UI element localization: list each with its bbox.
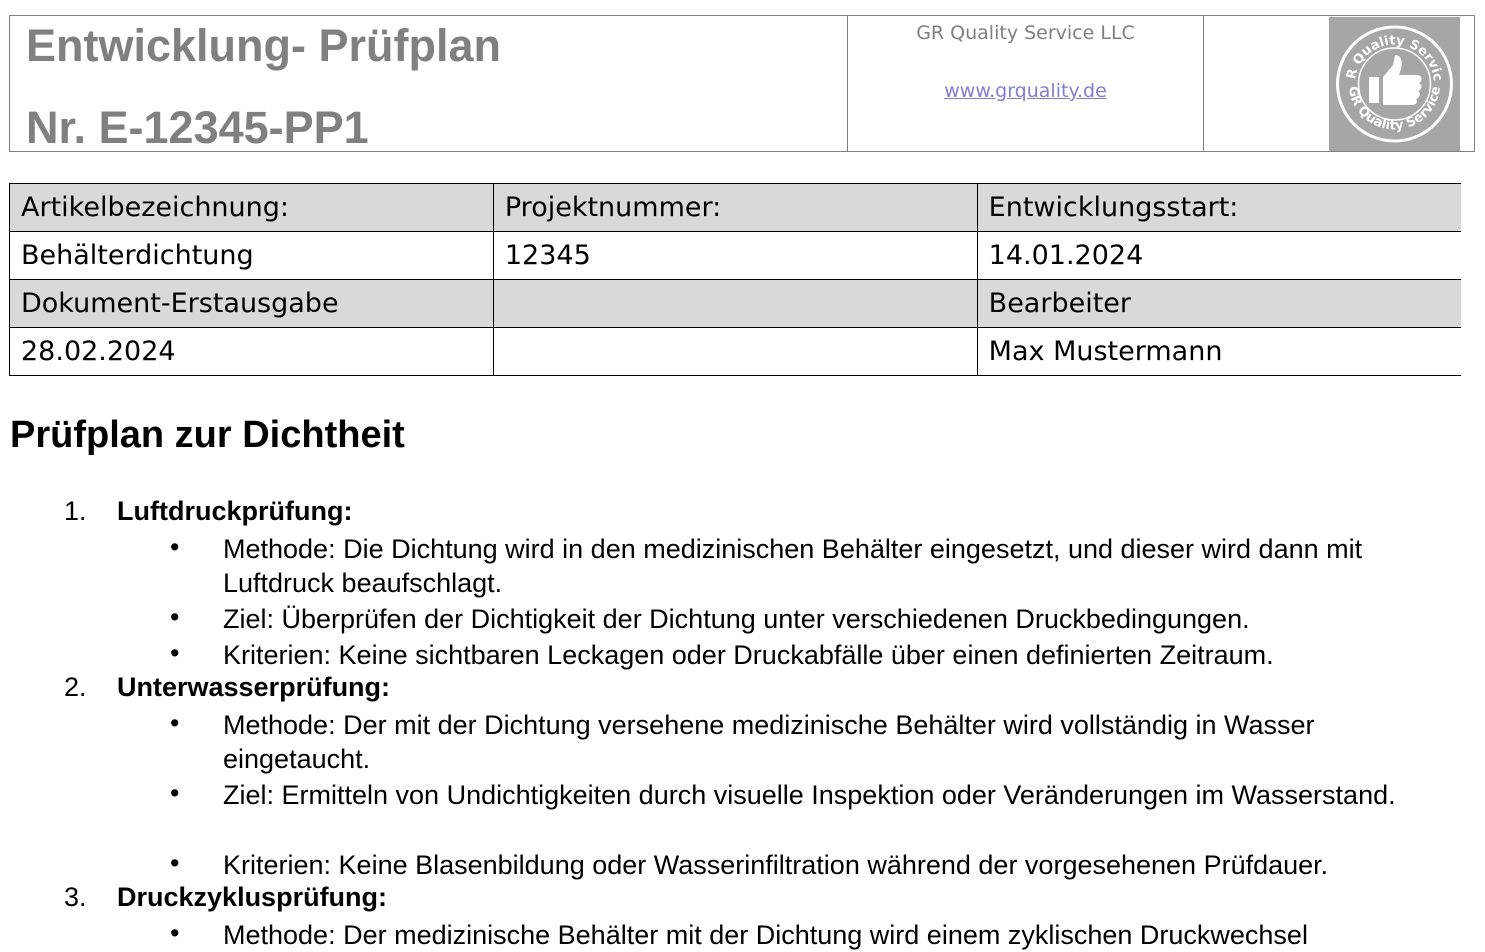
bullet-icon: • [170,848,180,878]
list-item-text: Ziel: Überprüfen der Dichtigkeit der Dichtung unter verschiedenen Druckbedingungen. [223,604,1250,634]
info-table-row [10,328,1462,376]
empty-cell [493,328,977,376]
editor-value: Max Mustermann [977,328,1461,376]
bullet-icon: • [170,778,180,808]
empty-cell [493,280,977,328]
list-item-title: Druckzyklusprüfung: [117,882,388,912]
header-logo-cell [1204,16,1474,151]
list-number: 2. [64,672,87,702]
info-table-row [10,232,1462,280]
list-item-title: Luftdruckprüfung: [117,496,353,526]
list-number: 1. [64,496,87,526]
thumbs-up-icon [1369,55,1422,105]
seal-icon [1329,17,1460,151]
bullet-icon: • [170,638,180,668]
info-table [9,183,1461,376]
bullet-icon: • [170,532,180,562]
list-item-text: Kriterien: Keine Blasenbildung oder Wasserinfiltration während der vorgesehenen Prüfdauer. [223,850,1329,880]
first-edition-value: 28.02.2024 [10,328,494,376]
bullet-icon: • [170,708,180,738]
article-label: Artikelbezeichnung: [10,184,494,232]
document-title: Entwicklung- Prüfplan [26,20,502,71]
list-item-text: Kriterien: Keine sichtbaren Leckagen oder Druckabfälle über einen definierten Zeitraum. [223,640,1274,670]
logo-text-top: R Quality Servic [1344,33,1445,83]
bullet-icon: • [170,918,180,948]
company-name: GR Quality Service LLC [916,22,1135,44]
logo-text-bottom: GR Quality Service [1344,85,1445,134]
project-number-label: Projektnummer: [493,184,977,232]
list-item-text: Methode: Der mit der Dichtung versehene medizinische Behälter wird vollständig in Wasser eingetaucht. [223,710,1315,774]
document-header [9,15,1475,152]
editor-label: Bearbeiter [977,280,1461,328]
first-edition-label: Dokument-Erstausgabe [10,280,494,328]
section-title: Prüfplan zur Dichtheit [10,414,405,456]
header-title-cell [10,16,848,151]
list-item-text: Ziel: Ermitteln von Undichtigkeiten durch visuelle Inspektion oder Veränderungen im Wasserstand. [223,780,1396,810]
info-table-row [10,280,1462,328]
project-number-value: 12345 [493,232,977,280]
company-logo [1329,17,1460,151]
header-company-cell [848,16,1204,151]
development-start-value: 14.01.2024 [977,232,1461,280]
company-website-link[interactable]: www.grquality.de [944,80,1107,102]
development-start-label: Entwicklungsstart: [977,184,1461,232]
article-value: Behälterdichtung [10,232,494,280]
document-number: Nr. E-12345-PP1 [26,102,369,153]
info-table-row [10,184,1462,232]
list-item-text: Methode: Die Dichtung wird in den medizinischen Behälter eingesetzt, und dieser wird dann mit Luftdruck beaufschlagt. [223,534,1363,598]
list-number: 3. [64,882,87,912]
list-item-text: Methode: Der medizinische Behälter mit der Dichtung wird einem zyklischen Druckwechsel [223,920,1308,950]
list-item-title: Unterwasserprüfung: [117,672,391,702]
bullet-icon: • [170,602,180,632]
